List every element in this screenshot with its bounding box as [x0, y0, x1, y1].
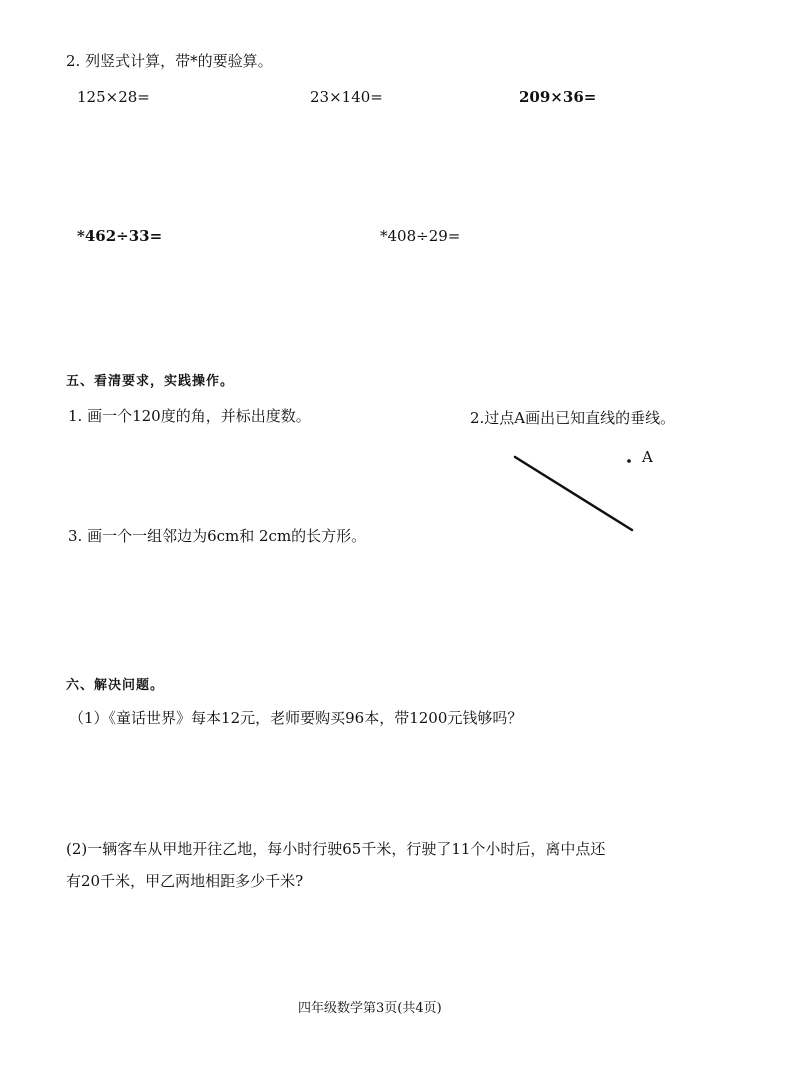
- section6-heading: 六、解决问题。: [66, 678, 165, 693]
- section5-heading: 五、看清要求，实践操作。: [66, 374, 235, 389]
- problem-125x28: 125×28=: [77, 88, 150, 106]
- page-footer: 四年级数学第3页(共4页): [298, 1001, 442, 1016]
- q2-title: 2. 列竖式计算，带*的要验算。: [66, 52, 273, 70]
- given-line-figure: [505, 448, 645, 543]
- point-a-dot: [627, 459, 631, 463]
- section5-item3: 3. 画一个一组邻边为6cm和 2cm的长方形。: [68, 527, 367, 545]
- section5-item2: 2.过点A画出已知直线的垂线。: [470, 409, 676, 427]
- problem-462div33: *462÷33=: [77, 227, 163, 245]
- given-line: [515, 457, 632, 530]
- word-problem-2-line2: 有20千米，甲乙两地相距多少千米?: [66, 872, 304, 890]
- problem-209x36: 209×36=: [519, 88, 597, 106]
- word-problem-1: （1）《童话世界》每本12元，老师要购买96本，带1200元钱够吗？: [69, 709, 523, 727]
- section5-item1: 1. 画一个120度的角，并标出度数。: [68, 407, 311, 425]
- problem-23x140: 23×140=: [310, 88, 383, 106]
- problem-408div29: *408÷29=: [380, 227, 461, 245]
- point-a-label: A: [642, 448, 653, 466]
- word-problem-2-line1: (2)一辆客车从甲地开往乙地，每小时行驶65千米，行驶了11个小时后，离中点还: [66, 840, 606, 858]
